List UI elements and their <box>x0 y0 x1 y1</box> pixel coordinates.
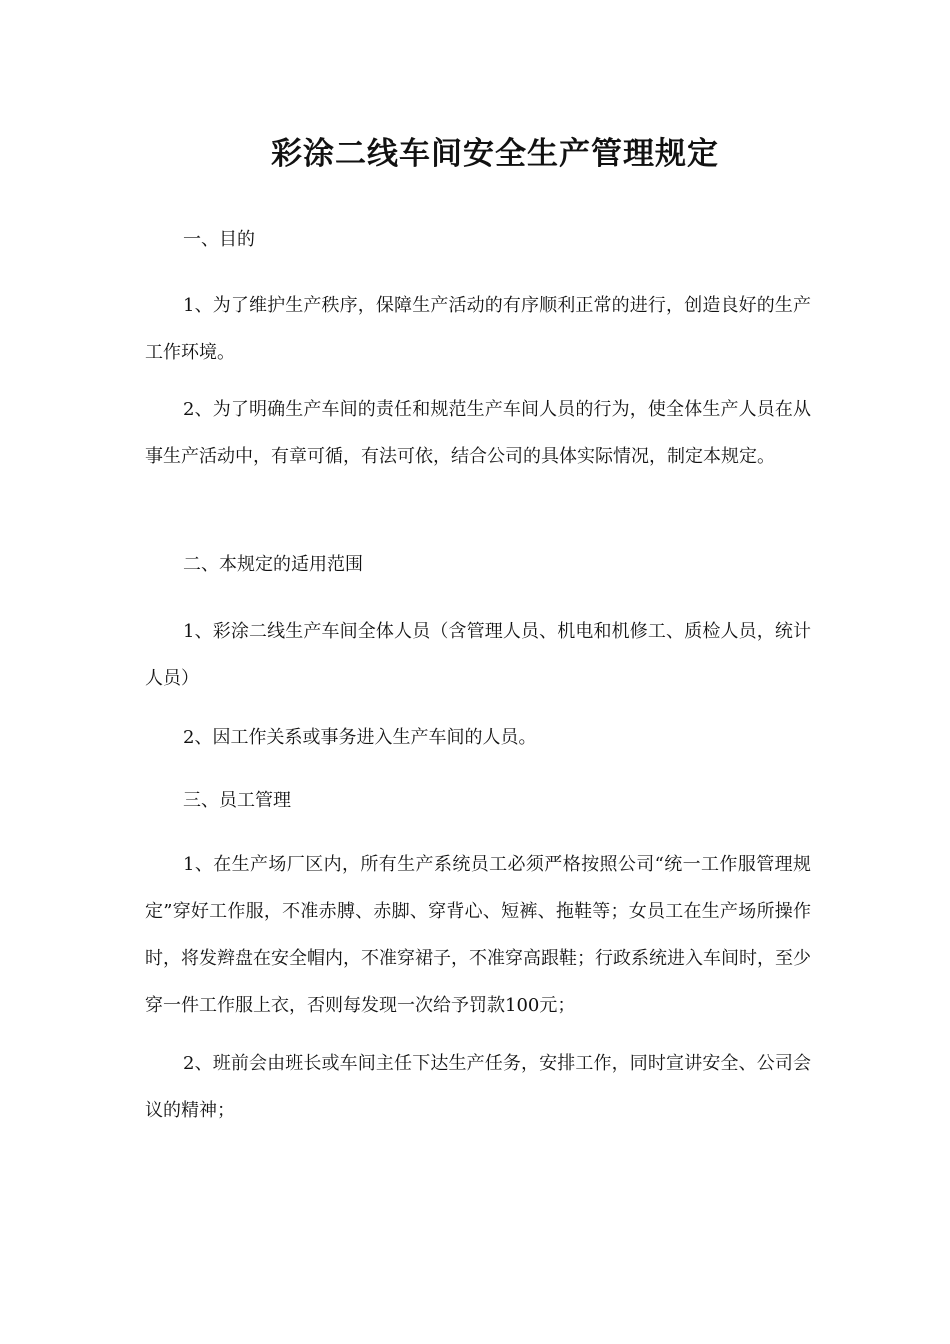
paragraph-staff-1: 1、在生产场厂区内，所有生产系统员工必须严格按照公司“统一工作服管理规定”穿好工作服，不准赤膊、赤脚、穿背心、短裤、拖鞋等；女员工在生产场所操作时，将发辫盘在安全帽内，不准穿裙子，不准穿高跟鞋；行政系统进入车间时，至少穿一件工作服上衣，否则每发现一次给予罚款100元； <box>145 854 811 1016</box>
paragraph-purpose-1: 1、为了维护生产秩序，保障生产活动的有序顺利正常的进行，创造良好的生产工作环境。 <box>145 295 811 363</box>
document-title: 彩涂二线车间安全生产管理规定 <box>271 136 719 172</box>
paragraph-staff-2: 2、班前会由班长或车间主任下达生产任务，安排工作，同时宣讲安全、公司会议的精神； <box>145 1053 811 1121</box>
paragraph-scope-2: 2、因工作关系或事务进入生产车间的人员。 <box>183 727 537 748</box>
section-heading-purpose: 一、目的 <box>183 229 255 250</box>
paragraph-purpose-2: 2、为了明确生产车间的责任和规范生产车间人员的行为，使全体生产人员在从事生产活动中，有章可循，有法可依，结合公司的具体实际情况，制定本规定。 <box>145 399 811 467</box>
section-heading-staff: 三、员工管理 <box>183 790 291 811</box>
paragraph-scope-1: 1、彩涂二线生产车间全体人员（含管理人员、机电和机修工、质检人员，统计人员） <box>145 621 811 689</box>
section-heading-scope: 二、本规定的适用范围 <box>183 554 363 575</box>
